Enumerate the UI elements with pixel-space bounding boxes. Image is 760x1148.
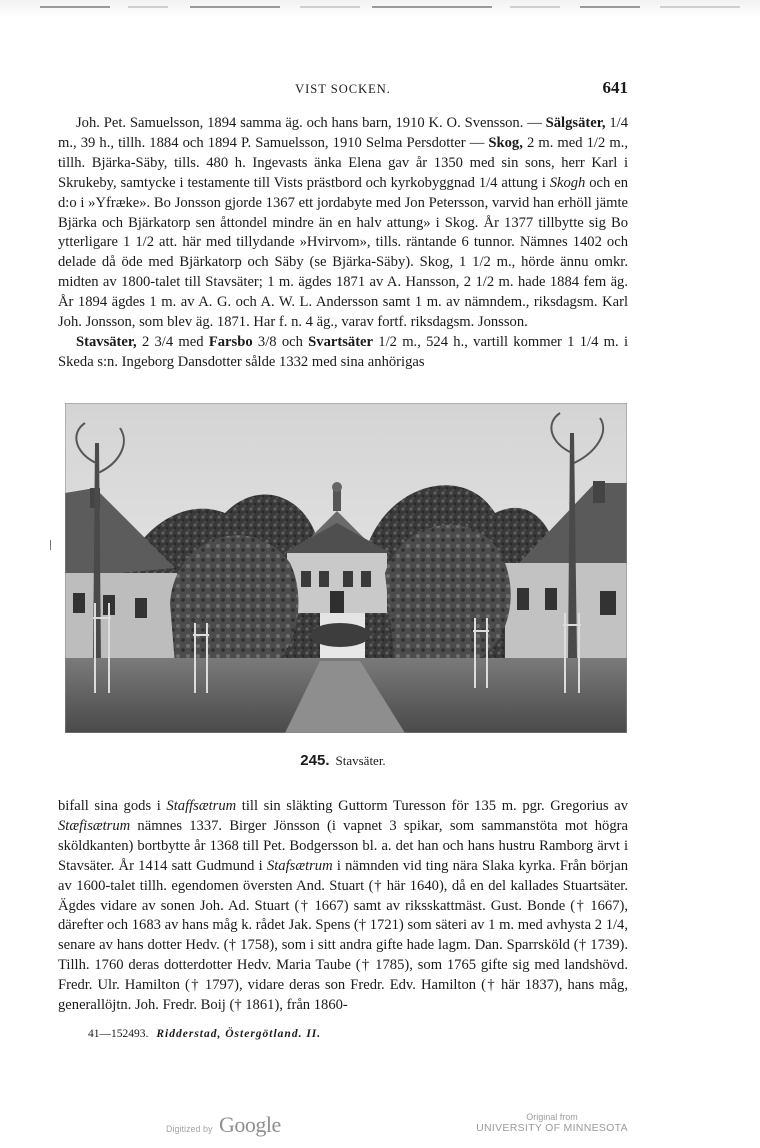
italic-name: Staffsætrum <box>166 798 237 814</box>
running-title: VIST SOCKEN. <box>295 82 391 96</box>
institution-name: UNIVERSITY OF MINNESOTA <box>476 1122 628 1134</box>
photograph-icon <box>65 403 627 733</box>
figure-caption <box>58 752 628 769</box>
italic-name: Skogh <box>549 174 586 191</box>
italic-name: Stæfisætrum <box>58 817 131 834</box>
top-text-block <box>58 114 628 373</box>
figure-title: Stavsäter. <box>335 753 386 768</box>
digitized-by-label: Digitized by <box>166 1124 213 1134</box>
original-from-label: Original from <box>526 1112 578 1122</box>
place-name: Svartsäter <box>308 333 374 350</box>
paragraph: Stavsäter, 2 3/4 med Farsbo 3/8 och Svartsäter 1/2 m., 524 h., vartill kommer 1 1/4 m. i Skeda s:n. Ingeborg Dansdotter sålde 1332 med sina anhörigas <box>58 333 628 370</box>
italic-name: Stafsætrum <box>266 857 333 874</box>
figure-number: 245. <box>300 752 330 769</box>
place-name: Farsbo <box>208 333 253 350</box>
signature-code: 41—152493. <box>88 1028 149 1040</box>
bottom-text-block <box>58 797 628 1016</box>
place-name: Skog, <box>488 134 523 151</box>
scan-edge <box>0 0 760 18</box>
signature-title: Ridderstad, Östergötland. II. <box>156 1028 322 1040</box>
digitization-footer <box>0 1108 760 1148</box>
paragraph: bifall sina gods i Staffsætrum till sin släkting Guttorm Turesson för 135 m. pgr. Gregorius av Stæfisætrum nämnes 1337. Birger Jönsson (i vapnet 3 spikar, som sammanstöta mot högra sköldkanten) bortbytte år 1368 till Pet. Bodgersson bl. a. det han och hans hustru Ramborg ärvt i Stavsäter. År 1414 satt Gudmund i Stafsætrum i nämnden vid ting nära Slaka kyrka. Från början av 1600-talet tillh. egendomen översten And. Stuart († här 1640), då en del kallades Stuartsäter. Ägdes vidare av sonen Joh. Ad. Stuart († 1667) samt av riksskattmäst. Gust. Bonde († 1667), därefter och 1683 av hans måg k. rådet Jak. Spens († 1721) som säteri av 1 m. med avhysta 2 1/4, senare av hans dotter Hedv. († 1758), som i sitt andra gifte hade lagm. Dan. Sparrsköld († 1739). Tillh. 1760 deras dotterdotter Hedv. Maria Taube († 1785), som 1765 gifte sig med landshövd. Fredr. Ulr. Hamilton († 1797), vidare deras son Fredr. Edv. Hamilton († här 1837), hans måg, generallöjtn. Joh. Fredr. Boij († 1861), från 1860- <box>58 798 628 1014</box>
printer-signature <box>88 1028 321 1040</box>
photograph-stavsater <box>65 403 627 733</box>
page-header <box>58 78 628 102</box>
google-logo: Google <box>219 1112 281 1137</box>
original-from-block <box>452 1112 652 1134</box>
page-number: 641 <box>602 78 628 97</box>
paragraph: Joh. Pet. Samuelsson, 1894 samma äg. och hans barn, 1910 K. O. Svensson. — Sälgsäter, 1/4 m., 39 h., tillh. 1884 och 1894 P. Samuelsson, 1910 Selma Persdotter — Skog, 2 m. med 1/2 m., tillh. Bjärka-Säby, tills. 480 h. Ingevasts änka Elena gav år 1350 med sin sons, herr Karl i Skrukeby, samtycke i testamente till Vists prästbord och kyrkobyggnad 1/4 attung i Skogh och en d:o i »Yfræke». Bo Jonsson gjorde 1367 ett jordabyte med Jon Petersson, varvid han erhöll jämte Bjärka och Bjärkatorp sen åttondel mindre än en halv attung» i Skog. År 1377 tillbytte sig Bo ytterligare 1 1/2 att. här med tillydande »Hvirvom», tills. räntande 6 tunnor. Nämnes 1402 och delade då öde med Bjärkatorp och Säby (se Bjärka-Säby). Skog, 1 1/2 m., hörde ännu omkr. midten av 1800-talet till Stavsäter; 1 m. ägdes 1871 av A. Hansson, 2 1/2 m. hade 1884 fem äg. År 1894 ägdes 1 m. av A. G. och A. W. L. Andersson samt 1 m. av nämndem., riksdagsm. Karl Joh. Jonsson, som blev äg. 1871. Har f. n. 4 äg., varav fortf. riksdagsm. Jonsson. <box>58 115 629 331</box>
place-name: Stavsäter, <box>76 333 137 350</box>
scan-mark <box>50 540 51 550</box>
place-name: Sälgsäter, <box>545 115 606 131</box>
